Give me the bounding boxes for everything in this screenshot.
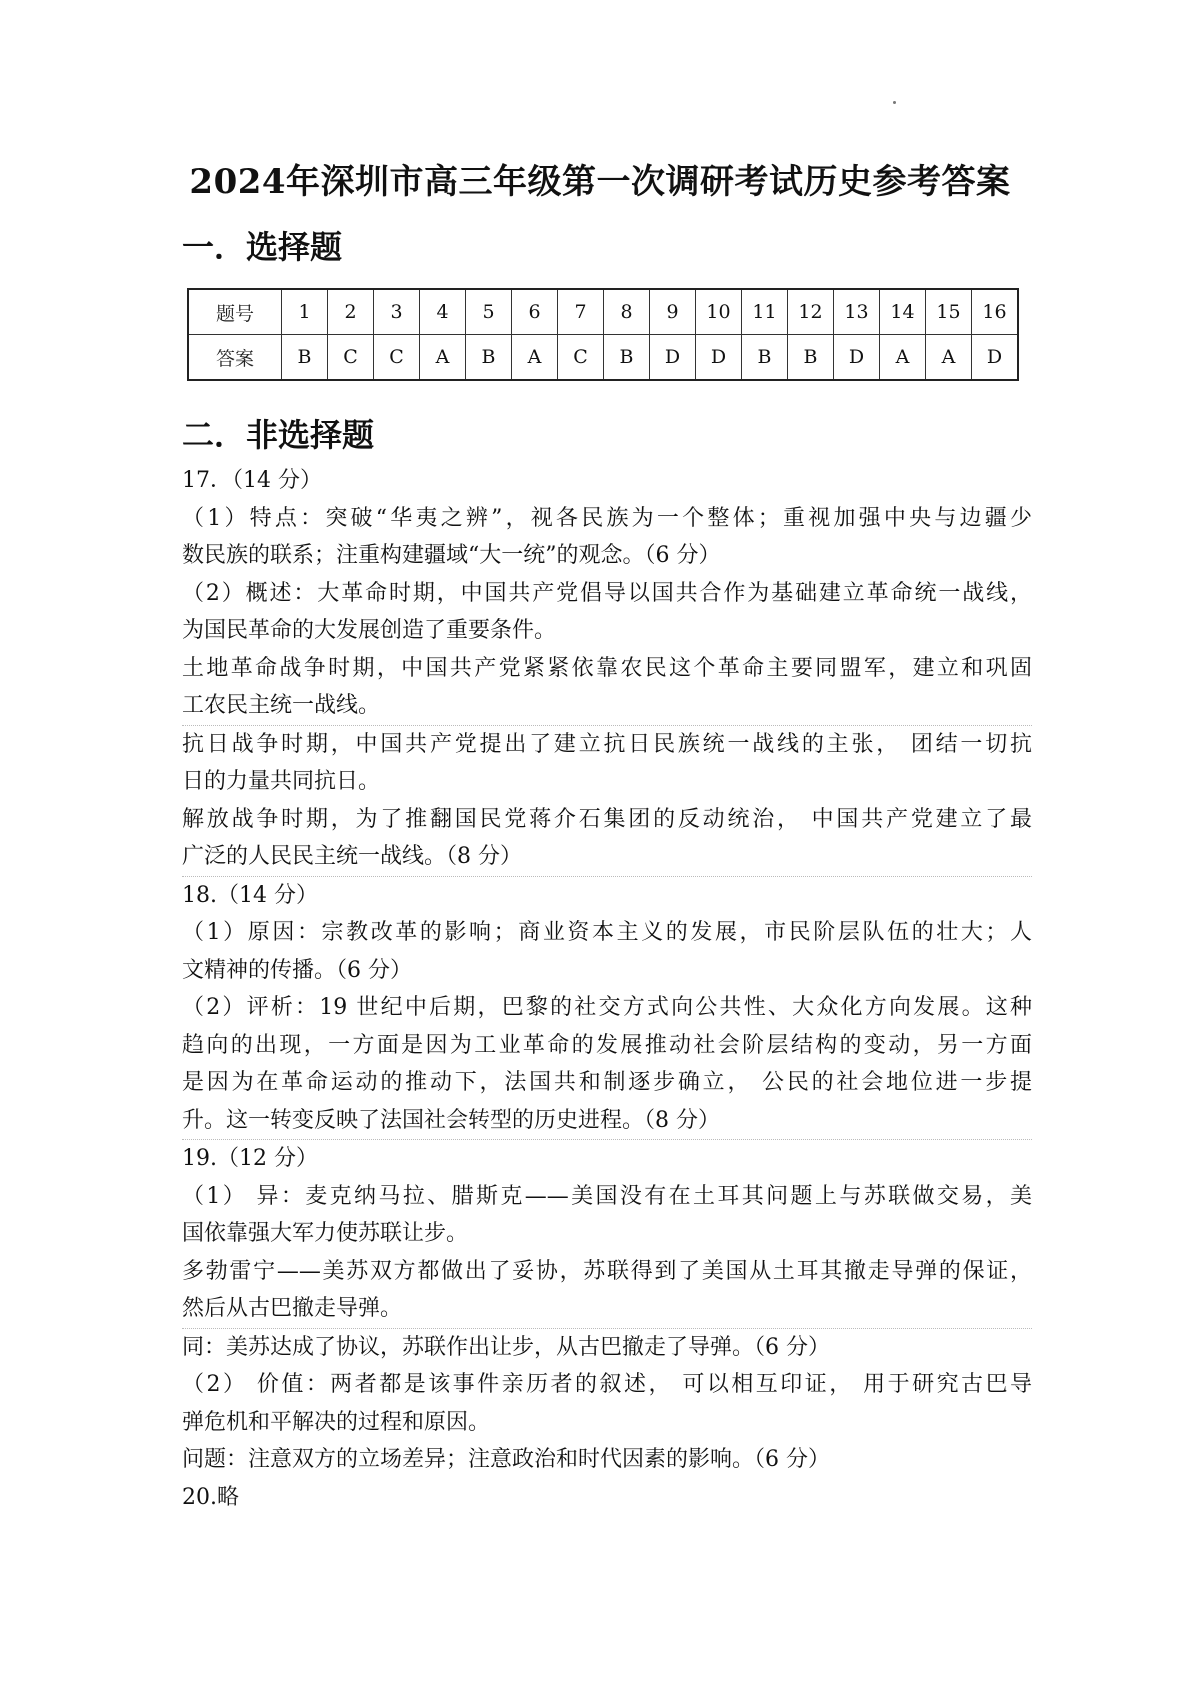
answer-cell: B <box>466 335 512 381</box>
answer-cell: D <box>834 335 880 381</box>
question-number: 11 <box>742 289 788 335</box>
answer-line: 数民族的联系；注重构建疆域“大一统”的观念。（6 分） <box>182 543 721 568</box>
answer-line: 是因为在革命运动的推动下，法国共和制逐步确立， 公民的社会地位进一步提 <box>182 1070 1032 1095</box>
question-number: 3 <box>374 289 420 335</box>
answer-cell: D <box>696 335 742 381</box>
answer-line: 日的力量共同抗日。 <box>182 769 381 794</box>
answer-line: 弹危机和平解决的过程和原因。 <box>182 1409 491 1435</box>
answer-line: 广泛的人民民主统一战线。（8 分） <box>182 838 1032 877</box>
question-number: 2 <box>328 289 374 335</box>
answer-table <box>187 288 1019 381</box>
question-number: 12 <box>788 289 834 335</box>
row-header-number: 题号 <box>188 289 282 335</box>
question-number: 4 <box>420 289 466 335</box>
answer-cell: A <box>926 335 972 381</box>
answer-cell: A <box>880 335 926 381</box>
answer-line: 多勃雷宁——美苏双方都做出了妥协，苏联得到了美国从土耳其撤走导弹的保证， <box>182 1258 1032 1284</box>
question-number: 14 <box>880 289 926 335</box>
question-number: 13 <box>834 289 880 335</box>
answer-line: 抗日战争时期，中国共产党提出了建立抗日民族统一战线的主张， 团结一切抗 <box>182 731 1032 757</box>
answer-line: 同：美苏达成了协议，苏联作出让步，从古巴撤走了导弹。（6 分） <box>182 1334 830 1360</box>
section-heading-choice: 一．选择题 <box>182 228 343 266</box>
question-heading-19: 19.（12 分） <box>182 1146 318 1171</box>
answer-cell: C <box>328 335 374 381</box>
answer-cell: B <box>604 335 650 381</box>
question-number: 16 <box>972 289 1019 335</box>
question-heading-18: 18.（14 分） <box>182 882 318 908</box>
answer-line: （2）评析：19 世纪中后期，巴黎的社交方式向公共性、大众化方向发展。这种 <box>182 995 1032 1020</box>
answer-line: 国依靠强大军力使苏联让步。 <box>182 1221 469 1246</box>
answer-cell: B <box>282 335 328 381</box>
question-heading-17: 17．（14 分） <box>182 468 322 493</box>
answer-cell: D <box>650 335 696 381</box>
answer-cell: B <box>742 335 788 381</box>
question-number: 1 <box>282 289 328 335</box>
question-number-row <box>188 289 1018 335</box>
answer-line: （2）概述：大革命时期，中国共产党倡导以国共合作为基础建立革命统一战线， <box>182 580 1032 606</box>
question-number: 8 <box>604 289 650 335</box>
answer-cell: D <box>972 335 1019 381</box>
answer-line: （2） 价值：两者都是该事件亲历者的叙述， 可以相互印证， 用于研究古巴导 <box>182 1372 1032 1397</box>
answer-line: 文精神的传播。（6 分） <box>182 957 412 983</box>
answer-line: （1）原因：宗教改革的影响；商业资本主义的发展，市民阶层队伍的壮大；人 <box>182 920 1032 945</box>
answer-cell: C <box>374 335 420 381</box>
question-number: 10 <box>696 289 742 335</box>
question-number: 15 <box>926 289 972 335</box>
answer-line: 解放战争时期，为了推翻国民党蒋介石集团的反动统治， 中国共产党建立了最 <box>182 806 1032 832</box>
answer-line: 趋向的出现，一方面是因为工业革命的发展推动社会阶层结构的变动，另一方面 <box>182 1032 1032 1058</box>
answer-line: （1）特点：突破“华夷之辨”，视各民族为一个整体；重视加强中央与边疆少 <box>182 505 1032 531</box>
question-number: 9 <box>650 289 696 335</box>
answer-cell: B <box>788 335 834 381</box>
answer-line: （1） 异：麦克纳马拉、腊斯克——美国没有在土耳其问题上与苏联做交易，美 <box>182 1183 1032 1209</box>
answer-line: 工农民主统一战线。 <box>182 687 1032 726</box>
answer-line: 然后从古巴撤走导弹。 <box>182 1290 1032 1329</box>
answer-cell: C <box>558 335 604 381</box>
answer-cell: A <box>512 335 558 381</box>
question-heading-20: 20.略 <box>182 1484 239 1510</box>
stray-dot <box>893 101 896 104</box>
question-number: 5 <box>466 289 512 335</box>
answer-line: 升。这一转变反映了法国社会转型的历史进程。（8 分） <box>182 1102 1032 1141</box>
answer-row <box>188 335 1018 381</box>
answer-cell: A <box>420 335 466 381</box>
question-number: 7 <box>558 289 604 335</box>
page-title: 2024年深圳市高三年级第一次调研考试历史参考答案 <box>189 162 1011 202</box>
answer-line: 为国民革命的大发展创造了重要条件。 <box>182 618 557 643</box>
answer-body <box>182 462 1032 1516</box>
section-heading-nonchoice: 二．非选择题 <box>182 416 375 454</box>
answer-line: 问题：注意双方的立场差异；注意政治和时代因素的影响。（6 分） <box>182 1447 830 1472</box>
question-number: 6 <box>512 289 558 335</box>
answer-table-wrap <box>187 288 1019 381</box>
row-header-answer: 答案 <box>188 335 282 381</box>
answer-line: 土地革命战争时期，中国共产党紧紧依靠农民这个革命主要同盟军，建立和巩固 <box>182 655 1032 681</box>
